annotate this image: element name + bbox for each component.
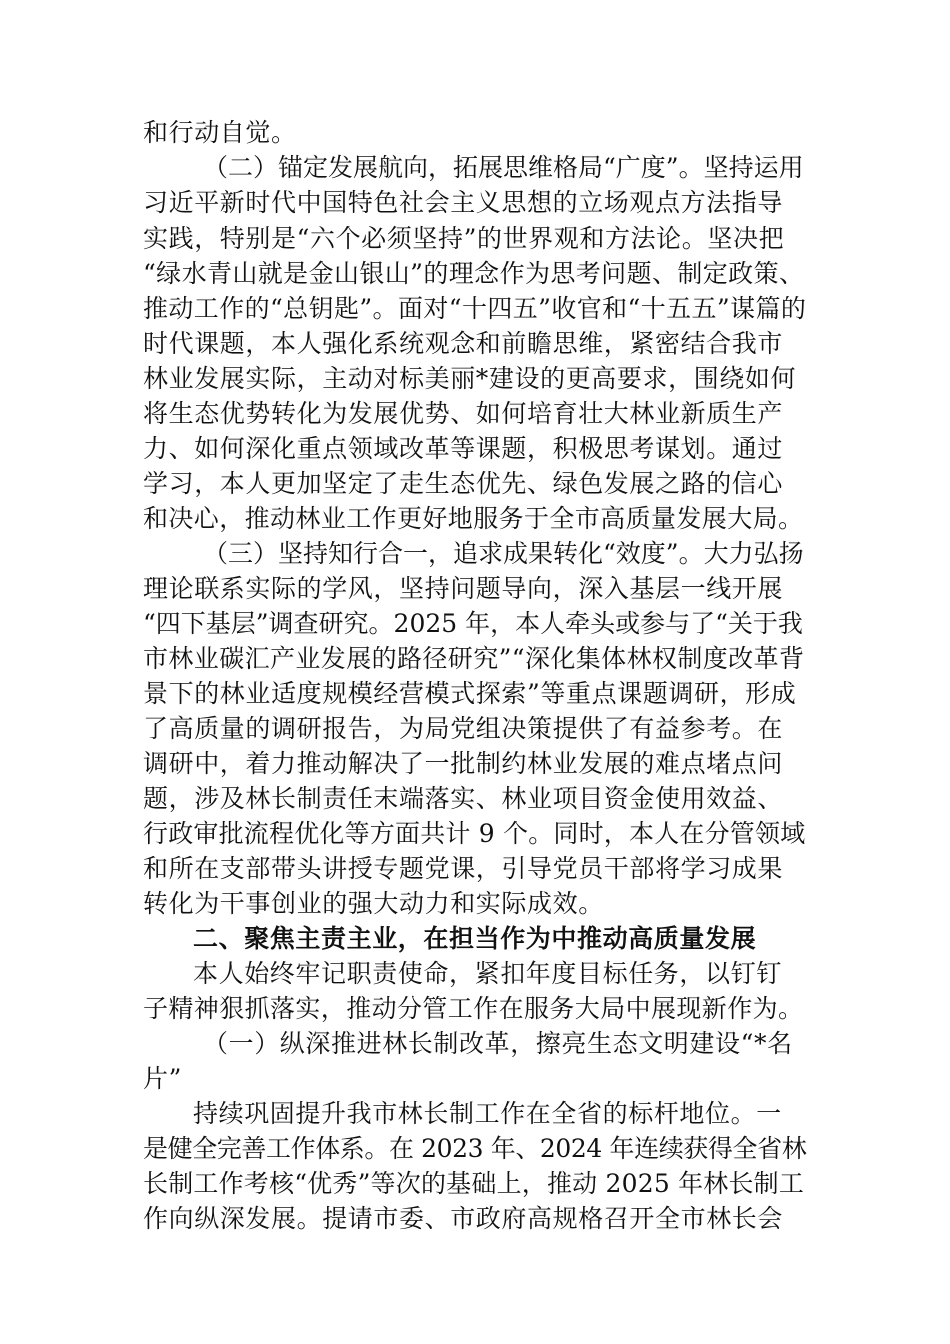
text-line: 理论联系实际的学风，坚持问题导向，深入基层一线开展 (143, 574, 784, 603)
section-heading: 二、聚焦主责主业，在担当作为中推动高质量发展 (193, 924, 757, 953)
text-line: 时代课题，本人强化系统观念和前瞻思维，紧密结合我市 (143, 329, 784, 358)
text-line: 题，涉及林长制责任末端落实、林业项目资金使用效益、 (143, 784, 784, 813)
text-line: 和所在支部带头讲授专题党课，引导党员干部将学习成果 (143, 854, 784, 883)
subheading-2: （二）锚定发展航向，拓展思维格局“广度”。坚持运用 (203, 153, 804, 182)
text-line: “绿水青山就是金山银山”的理念作为思考问题、制定政策、 (143, 259, 805, 288)
text-line: 长制工作考核“优秀”等次的基础上，推动 2025 年林长制工 (143, 1169, 805, 1198)
text-line: 行政审批流程优化等方面共计 9 个。同时，本人在分管领域 (143, 819, 806, 848)
text-line: 习近平新时代中国特色社会主义思想的立场观点方法指导 (143, 188, 784, 217)
text-line: 作向纵深发展。提请市委、市政府高规格召开全市林长会 (143, 1204, 784, 1233)
text-line: 林业发展实际，主动对标美丽*建设的更高要求，围绕如何 (143, 364, 797, 393)
text-line: 调研中，着力推动解决了一批制约林业发展的难点堵点问 (143, 749, 784, 778)
text-line: “四下基层”调查研究。2025 年，本人牵头或参与了“关于我 (143, 609, 803, 638)
text-line: 实践，特别是“六个必须坚持”的世界观和方法论。坚决把 (143, 224, 785, 253)
text-line: 和决心，推动林业工作更好地服务于全市高质量发展大局。 (143, 504, 804, 533)
text-line: 推动工作的“总钥匙”。面对“十四五”收官和“十五五”谋篇的 (143, 294, 807, 323)
text-line: 子精神狠抓落实，推动分管工作在服务大局中展现新作为。 (143, 994, 804, 1023)
text-line: 将生态优势转化为发展优势、如何培育壮大林业新质生产 (143, 399, 784, 428)
text-line: 景下的林业适度规模经营模式探索”等重点课题调研，形成 (143, 679, 797, 708)
text-line: 持续巩固提升我市林长制工作在全省的标杆地位。一 (193, 1099, 782, 1128)
text-line: 转化为干事创业的强大动力和实际成效。 (143, 889, 604, 918)
text-line: 学习，本人更加坚定了走生态优先、绿色发展之路的信心 (143, 469, 784, 498)
text-line: 力、如何深化重点领域改革等课题，积极思考谋划。通过 (143, 434, 784, 463)
subheading-3: （三）坚持知行合一，追求成果转化“效度”。大力弘扬 (203, 539, 804, 568)
text-line: 是健全完善工作体系。在 2023 年、2024 年连续获得全省林 (143, 1134, 807, 1163)
text-line: 市林业碳汇产业发展的路径研究”“深化集体林权制度改革背 (143, 644, 805, 673)
text-line: 和行动自觉。 (143, 118, 297, 147)
text-line: 片” (143, 1064, 182, 1093)
subheading-1: （一）纵深推进林长制改革，擦亮生态文明建设“*名 (203, 1029, 793, 1058)
text-line: 了高质量的调研报告，为局党组决策提供了有益参考。在 (143, 714, 784, 743)
text-line: 本人始终牢记职责使命，紧扣年度目标任务，以钉钉 (193, 959, 782, 988)
